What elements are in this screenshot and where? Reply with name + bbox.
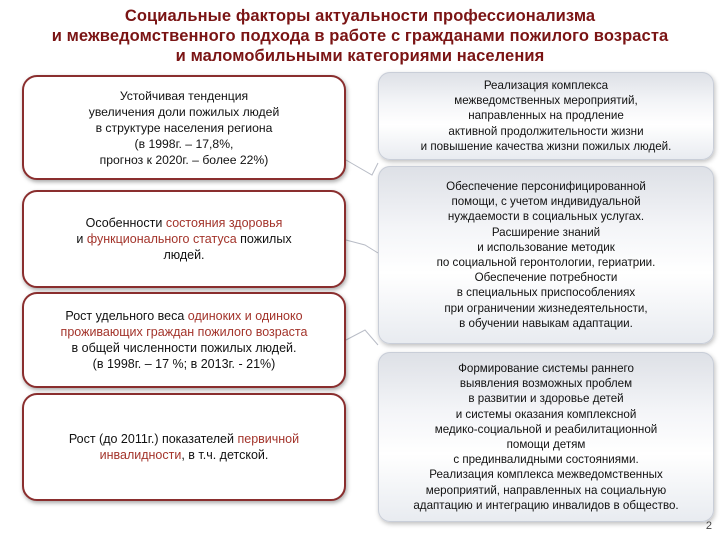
factor-box-population-aging: [22, 75, 346, 180]
text-line: Обеспечение потребности: [474, 271, 618, 285]
factor-text: [61, 308, 308, 372]
text-line: Формирование системы раннего: [458, 361, 634, 375]
factor-text: [89, 88, 280, 168]
text-line: межведомственных мероприятий,: [454, 94, 638, 108]
text-plain: пожилых: [236, 232, 292, 246]
text-line: (в 1998г. – 17,8%,: [134, 136, 234, 151]
text-line: помощи, с учетом индивидуальной: [451, 195, 641, 209]
text-line: помощи детям: [506, 438, 586, 451]
factor-text: [69, 431, 299, 463]
text-line: [61, 308, 308, 324]
text-line: при ограничении жизнедеятельности,: [444, 301, 648, 315]
text-highlight: функционального статуса: [86, 232, 237, 246]
measure-box-interagency: [378, 72, 714, 160]
text-line: Устойчивая тенденция: [119, 88, 249, 103]
text-line-highlight: проживающих граждан пожилого возраста: [60, 325, 308, 339]
text-line: в специальных приспособлениях: [456, 286, 636, 300]
text-line: с прединвалидными состояниями.: [453, 453, 639, 467]
text-line: [69, 431, 299, 447]
text-highlight: одиноких и одиноко: [187, 309, 303, 323]
factor-box-health-status: [22, 190, 346, 288]
text-line: [76, 215, 291, 231]
text-line: [76, 231, 291, 247]
text-line: в общей численности пожилых людей.: [71, 341, 297, 355]
text-plain: Рост (до 2011г.) показателей: [68, 432, 238, 446]
text-line: в развитии и здоровье детей: [468, 392, 624, 406]
connector-top: [346, 160, 378, 175]
connector-bottom: [346, 330, 378, 345]
measure-text: [413, 361, 678, 513]
text-line: Реализация комплекса межведомственных: [429, 468, 663, 482]
text-line: адаптацию и интеграцию инвалидов в общество.: [413, 498, 679, 512]
text-line: увеличения доли пожилых людей: [88, 104, 280, 119]
text-line: активной продолжительности жизни: [448, 124, 644, 138]
text-line: людей.: [163, 248, 205, 262]
text-line: Расширение знаний: [491, 225, 601, 239]
text-line: и повышение качества жизни пожилых людей.: [420, 139, 672, 153]
page-title: [20, 6, 700, 66]
measure-box-early-detection: [378, 352, 714, 522]
factor-box-lonely-elderly: [22, 292, 346, 388]
text-plain: Особенности: [85, 216, 166, 230]
text-line: нуждаемости в социальных услугах.: [447, 210, 645, 224]
connector-middle: [346, 240, 378, 253]
title-line-2: и межведомственного подхода в работе с гражданами пожилого возраста: [51, 27, 669, 45]
text-plain: и: [76, 232, 87, 246]
text-line: и использование методик: [477, 240, 615, 254]
text-line: и системы оказания комплексной: [455, 407, 637, 421]
text-line: медико-социальной и реабилитационной: [434, 422, 658, 436]
measure-text: [437, 179, 656, 331]
factor-box-disability: [22, 393, 346, 501]
text-line: Реализация комплекса: [483, 78, 609, 92]
text-line: мероприятий, направленных на социальную: [425, 483, 667, 497]
text-highlight: состояния здоровья: [165, 216, 283, 230]
factor-text: [76, 215, 291, 263]
text-line: в структуре населения региона: [95, 120, 273, 135]
text-line: в обучении навыкам адаптации.: [459, 316, 633, 330]
text-line: (в 1998г. – 17 %; в 2013г. - 21%): [92, 357, 276, 371]
text-line: по социальной геронтологии, гериатрии.: [436, 256, 656, 269]
text-line: [69, 447, 299, 463]
title-line-3: и маломобильными категориями населения: [175, 47, 545, 65]
measure-text: [421, 78, 672, 154]
text-highlight: инвалидности: [99, 448, 182, 462]
text-line: прогноз к 2020г. – более 22%): [99, 152, 269, 167]
text-line: Обеспечение персонифицированной: [446, 179, 646, 193]
title-line-1: Социальные факторы актуальности профессионализма: [124, 7, 596, 25]
text-line: выявления возможных проблем: [459, 377, 633, 391]
text-plain: , в т.ч. детской.: [181, 448, 269, 462]
measure-box-personalized-help: [378, 166, 714, 344]
page-number: 2: [705, 520, 712, 532]
text-plain: Рост удельного веса: [65, 309, 188, 323]
text-highlight: первичной: [237, 432, 300, 446]
text-line: направленных на продление: [468, 109, 624, 123]
